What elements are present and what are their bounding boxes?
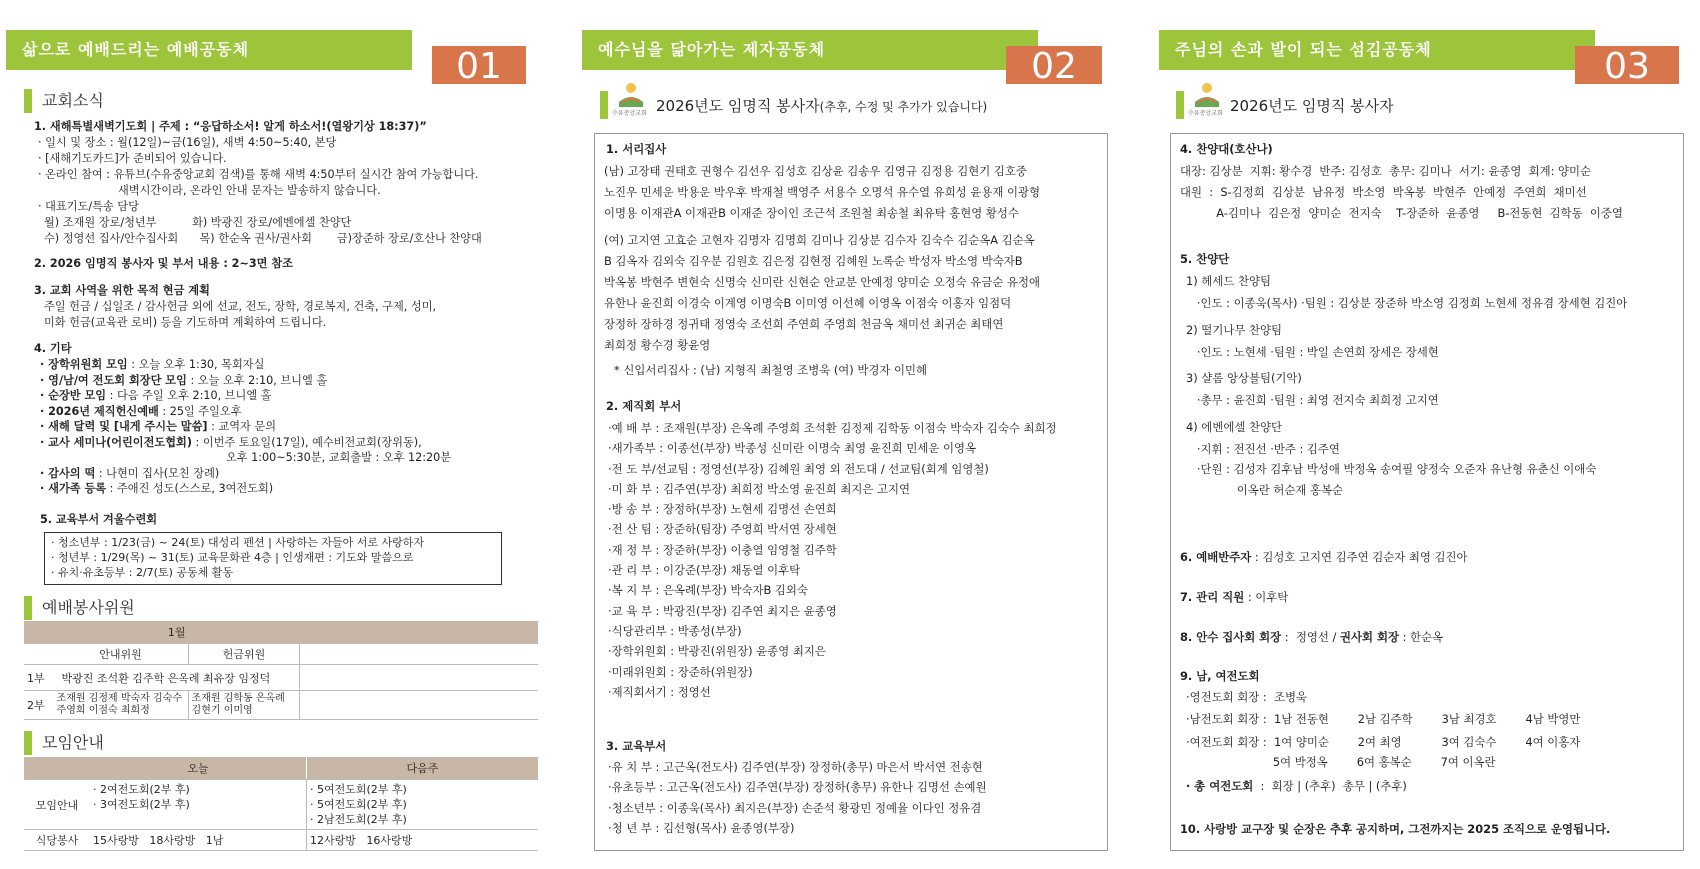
table-header: 안내위원 [54,644,189,665]
dept-line: ·관 리 부 : 이강준(부장) 채동열 이후탁 [608,563,801,578]
section-title-meeting: 모임안내 [24,731,104,755]
deacon-male-line: 이명용 이재관A 이재관B 이재준 장이인 조근석 조원철 최송철 최유탁 홍현영 황성수 [604,206,1019,220]
praise-line: ·인도 : 노현세 ·팀원 : 박일 손연희 장세은 장세현 [1186,344,1439,359]
etc-item [40,450,451,466]
praise-line: 2) 떨기나무 찬양팀 [1186,322,1282,337]
table-row [24,691,538,720]
choir-line: 대원 : S-김정희 김상분 남유정 박소영 박옥봉 박현주 안예정 주연희 채미선 [1180,185,1587,199]
etc-value: : 교역자 문의 [207,420,277,433]
dept-line: ·복 지 부 : 은옥례(부장) 박숙자B 김외숙 [608,583,808,598]
etc-value: : 나현미 집사(모친 장례) [95,466,220,480]
page-number: 01 [432,46,526,84]
panel-header-title: 주님의 손과 발이 되는 섬김공동체 [1159,30,1595,70]
camp-line: · 청년부 : 1/29(목) ~ 31(토) 교육문화관 4층 | 인생재편 : 기도와 말씀으로 [51,551,414,564]
etc-item [40,404,451,420]
etc-label: · 순장반 모임 [40,389,107,402]
etc-list [40,357,451,497]
edu-line: ·청소년부 : 이종욱(목사) 최지은(부장) 손준석 황광민 정예율 이다인 정유겸 [608,800,982,815]
praise-line: 이옥란 허순재 홍복순 [1186,482,1343,497]
dept-line: ·방 송 부 : 장정하(부장) 노현세 김명선 손연희 [608,502,837,517]
etc-label: · 교사 세미나(어린이전도협회) [40,435,192,449]
etc-value: : 다음 주일 오후 2:10, 브니엘 홀 [106,389,272,402]
panel-header [1159,30,1679,87]
etc-item [40,373,451,389]
edu-line: ·유 치 부 : 고근옥(전도사) 김주연(부장) 장정하(총무) 마은서 박서연 전송현 [608,760,983,774]
deacon-female-line: 장정하 장하경 정귀태 정영숙 조선희 주연희 주영희 천금옥 채미선 최귀순 최태연 [604,317,1004,331]
table-header: 다음주 [307,757,539,780]
accompanist-label: 6. 예배반주자 [1180,550,1252,564]
subtitle [656,95,987,118]
news-line: · 일시 및 장소 : 월(12일)~금(16일), 새벽 4:50~5:40, 본당 [38,136,337,149]
mission-line: ·영전도회 회장 : 조병욱 [1186,690,1307,704]
staff-value: : 이후탁 [1244,590,1289,604]
section-heading: 9. 남, 여전도회 [1180,669,1260,683]
president-value: : 정영선 / [1281,630,1340,644]
staff-line [1180,587,1288,607]
meeting-today-item: · 2여전도회(2부 후) [93,783,190,796]
choir-line: 대장: 김상분 지휘: 황수경 반주: 김성호 총무: 김미나 서기: 윤종영 회계: 양미순 [1180,164,1592,178]
etc-item [40,435,451,451]
etc-value: : 오늘 오후 2:10, 브니엘 홀 [186,373,328,387]
etc-item [40,481,451,497]
news-line: · 온라인 참여 : 유튜브(수유중앙교회 검색)를 통해 새벽 4:50부터 실시간 참여 가능합니다. [38,168,479,181]
news-item-2: 2. 2026 임명직 봉사자 및 부서 내용 : 2~3면 참조 [34,257,293,270]
etc-label: · 영/남/여 전도회 회장단 모임 [40,373,187,387]
section-title-news: 교회소식 [24,89,104,113]
praise-line: ·총무 : 윤진희 ·팀원 : 최영 전지숙 최희정 고지연 [1186,393,1439,408]
table-header: 헌금위원 [188,644,300,665]
edu-line: ·청 년 부 : 김선형(목사) 윤종영(부장) [608,820,795,835]
serve-table [24,621,538,720]
etc-value: : 주애진 성도(스스로, 3여전도회) [106,482,274,495]
page-number: 02 [1006,46,1102,84]
mission-line: 5여 박정옥 6여 홍복순 7여 이옥란 [1186,754,1496,769]
section-heading: 5. 찬양단 [1180,252,1230,266]
table-row [24,757,538,780]
section-heading: 4. 찬양대(호산나) [1180,142,1273,156]
president-label-2: 권사회 회장 [1339,630,1399,644]
etc-value: 오후 1:00~5:30분, 교회출발 : 오후 12:20분 [226,451,452,464]
news-line: 주일 헌금 / 십일조 / 감사헌금 외에 선교, 전도, 장학, 경로복지, 건축, 구제, 성미, [44,300,437,313]
panel-header-title: 예수님을 닮아가는 제자공동체 [582,30,1038,70]
table-cell [24,757,90,780]
table-row [24,621,538,644]
news-line: 월) 조재원 장로/청년부 화) 박광진 장로/에벤에셀 찬양단 [44,216,352,229]
praise-line: 4) 에벤에셀 찬양단 [1186,419,1282,434]
table-cell: 모임안내 [24,780,90,830]
dept-line: ·교 육 부 : 박광진(부장) 김주연 최지은 윤종영 [608,603,837,618]
section-heading: 1. 서리집사 [606,142,667,156]
edu-list [608,757,987,838]
news-item-1: 1. 새해특별새벽기도회 | 주제 : “응답하소서! 알게 하소서!(열왕기상 18:37)” [34,120,427,133]
mission-list [1186,687,1580,796]
subtitle-note: (추후, 수정 및 추가가 있습니다) [819,100,988,114]
table-cell [300,691,538,720]
table-cell: 1부 [24,665,54,691]
page-number: 03 [1575,46,1679,84]
news-line: · [새해기도카드]가 준비되어 있습니다. [38,152,227,165]
table-cell: 15사랑방 18사랑방 1남 [90,830,307,851]
praise-line: ·지휘 : 전진선 ·반주 : 김주연 [1186,442,1340,457]
etc-item [40,357,451,373]
meeting-table [24,757,538,851]
president-line [1180,627,1443,647]
panel-discipleship [582,30,1102,87]
panel-header [582,30,1102,87]
mission-line: ·남전도회 회장 : 1남 전동현 2남 김주학 3남 최경호 4남 박영만 [1186,712,1581,727]
dept-line: ·식당관리부 : 박종성(부장) [608,623,742,638]
section-heading: 2. 제직회 부서 [606,399,682,413]
table-cell [24,621,54,644]
section-heading: 3. 교육부서 [606,739,667,753]
table-row [24,665,538,691]
etc-label: · 새해 달력 및 [내게 주시는 말씀] [40,420,208,433]
subtitle: 2026년도 임명직 봉사자 [1230,97,1394,115]
deacon-male-line: 노진우 민세운 박용운 박우후 박재철 백영주 서용수 오명석 유수열 유희성 윤용재 이광형 [604,185,1040,199]
etc-item [40,466,451,482]
etc-value: : 오늘 오후 1:30, 목회자실 [127,358,265,371]
total-mission-value: : 회장 | (추후) 총무 | (추후) [1253,779,1407,794]
table-cell [300,621,538,644]
table-row [24,780,538,830]
news-line: 수) 정영선 집사/안수집사회 목) 한순옥 권사/권사회 금)장준하 장로/호산나 찬양대 [44,232,482,245]
etc-label: · 새가족 등록 [40,482,107,495]
section-title-serve: 예배봉사위원 [24,596,135,620]
etc-label: · 장학위원회 모임 [40,358,128,371]
table-cell: 2부 [24,691,54,720]
subtitle-marker [1176,91,1184,119]
meeting-next-item: · 2남전도회(2부 후) [310,813,407,826]
notice-line: 10. 사랑방 교구장 및 순장은 추후 공지하며, 그전까지는 2025 조직으로 운영됩니다. [1180,822,1611,836]
news-item-4: 4. 기타 [34,342,72,355]
praise-line: ·단원 : 김성자 김후남 박성애 박정옥 송여필 양정숙 오준자 유난형 유춘신 이애숙 [1186,462,1597,477]
etc-item [40,419,451,435]
panel-header [6,30,526,87]
dept-list [608,418,1057,702]
dept-line: ·미래위원회 : 장준하(위원장) [608,664,753,679]
mission-line [1186,776,1580,796]
table-cell: 식당봉사 [24,830,90,851]
camp-line: · 유치·유초등부 : 2/7(토) 공동체 활동 [51,566,233,579]
table-row [24,644,538,665]
meeting-next-item: · 5여전도회(2부 후) [310,798,407,811]
table-cell [24,644,54,665]
church-logo-icon [1190,80,1224,118]
meeting-next-item: · 5여전도회(2부 후) [310,783,407,796]
table-cell [307,780,539,830]
dept-line: ·전 산 팀 : 장준하(팀장) 주영희 박서연 장세현 [608,522,837,537]
table-cell: 박광진 조석환 김주학 은옥례 최유장 임정덕 [54,665,300,691]
dept-line: ·미 화 부 : 김주연(부장) 최희정 박소영 윤진희 최지은 고지연 [608,481,911,496]
dept-line: ·제직회서기 : 정영선 [608,684,711,699]
camp-line: · 청소년부 : 1/23(금) ~ 24(토) 대성리 펜션 | 사랑하는 자들아 서로 사랑하자 [51,536,424,549]
etc-item [40,388,451,404]
total-mission-label: · 총 여전도회 [1186,779,1254,794]
table-cell: 12사랑방 16사랑방 [307,830,539,851]
table-cell: 조재원 김학동 은옥례 김현기 이미영 [188,691,300,720]
president-label: 8. 안수 집사회 회장 [1180,630,1282,644]
deacon-female-line: B 김옥자 김외숙 김우분 김원호 김은정 김현정 김혜원 노록순 박성자 박소영 박숙자B [604,254,1023,268]
edu-line: ·유초등부 : 고근옥(전도사) 김주연(부장) 장정하(총무) 유한나 김명선 손예원 [608,780,987,795]
table-cell: 조재원 김정제 박숙자 김숙수 주영희 이점숙 최희정 [54,691,189,720]
table-cell [300,665,538,691]
praise-line: 3) 샬롬 앙상블팀(기악) [1186,371,1302,386]
subtitle-marker [600,91,608,119]
meeting-today-item: · 3여전도회(2부 후) [93,798,190,811]
church-logo-text: 수유중앙교회 [612,110,647,117]
accompanist-line [1180,547,1468,567]
new-deacon-line: * 신입서리집사 : (남) 지형직 최철영 조병욱 (여) 박경자 이민혜 [614,363,927,377]
president-value-2: : 한순옥 [1398,630,1444,644]
news-item-3: 3. 교회 사역을 위한 목적 현금 계획 [34,284,210,297]
mission-line: ·여전도회 회장 : 1여 양미순 2여 최영 3여 김숙수 4여 이홍자 [1186,734,1581,749]
subtitle-main: 2026년도 임명직 봉사자 [656,97,820,115]
church-logo-icon [614,80,648,118]
etc-value: : 이번주 토요일(17일), 예수비전교회(장위동), [191,435,422,449]
dept-line: ·재 정 부 : 장준하(부장) 이충열 임영철 김주학 [608,542,837,557]
deacon-male-line: (남) 고장태 권태호 권형수 김선우 김성호 김상윤 김송우 김영규 김정용 김현기 김호중 [604,164,1027,178]
dept-line: ·새가족부 : 이종선(부장) 박종성 신미란 이명숙 최영 윤진희 민세운 이영옥 [608,441,977,456]
panel-service [1159,30,1679,87]
panel-worship [6,30,526,87]
news-item-5: 5. 교육부서 겨울수련회 [40,513,158,526]
dept-line: ·장학위원회 : 박광진(위원장) 윤종영 최지은 [608,644,826,659]
deacon-female-line: (여) 고지연 고효순 고현자 김명자 김명희 김미나 김상분 김수자 김숙수 김순옥A 김순옥 [604,233,1035,247]
camp-box [44,532,502,585]
dept-line: ·전 도 부/선교팀 : 정영선(부장) 김혜원 최영 외 전도대 / 선교팀(회계 임영철) [608,461,989,476]
dept-line: ·예 배 부 : 조재원(부장) 은옥례 주영희 조석환 김정제 김학동 이점숙 박숙자 김숙수 최희정 [608,421,1057,435]
praise-list [1186,271,1627,500]
choir-line: A-김미나 김은정 양미순 전지숙 T-장준하 윤종영 B-전동현 김학동 이중열 [1180,206,1623,220]
news-line: · 대표기도/특송 담당 [38,200,139,213]
news-line: 미화 헌금(교육관 로비) 등을 기도하며 계획하여 드립니다. [44,316,327,329]
praise-line: 1) 헤세드 찬양팀 [1186,274,1271,288]
etc-value: : 25일 주일오후 [158,404,242,418]
table-cell [90,780,307,830]
table-header: 오늘 [90,757,307,780]
church-logo-text: 수유중앙교회 [1188,110,1223,117]
table-row [24,830,538,851]
deacon-female-line: 박옥봉 박현주 변현숙 신명숙 신미란 신현순 안교분 안예정 양미순 오정숙 유금순 유정애 [604,275,1040,289]
panel-header-title: 삶으로 예배드리는 예배공동체 [6,30,412,70]
table-cell [300,644,538,665]
deacon-female-line: 유한나 윤진희 이경숙 이계영 이명숙B 이미영 이선혜 이영옥 이점숙 이홍자 임점덕 [604,296,1012,310]
etc-label: · 감사의 떡 [40,466,96,480]
deacon-female-line: 최희정 황수경 황윤영 [604,338,711,352]
staff-label: 7. 관리 직원 [1180,590,1245,604]
news-line: 새벽시간이라, 온라인 안내 문자는 발송하지 않습니다. [118,184,381,197]
praise-line: ·인도 : 이종욱(목사) ·팀원 : 김상분 장준하 박소영 김정희 노현세 정유겸 장세현 김진아 [1186,296,1628,311]
accompanist-value: : 김성호 고지연 김주연 김순자 최영 김진아 [1251,550,1468,564]
etc-label: · 2026년 제직헌신예배 [40,404,159,418]
table-header: 1월 [54,621,300,644]
